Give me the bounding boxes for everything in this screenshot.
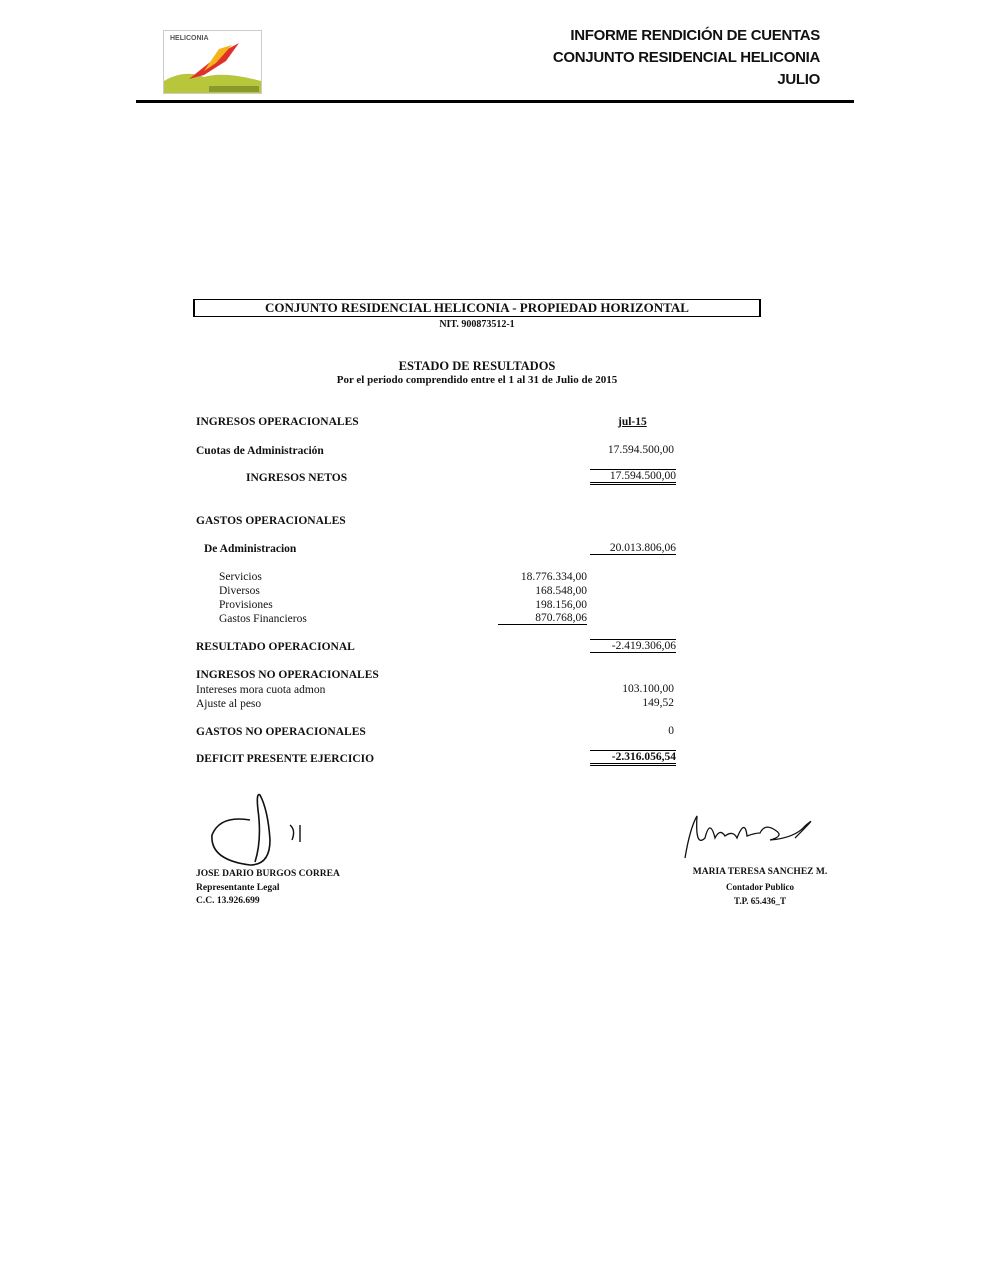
statement-title: ESTADO DE RESULTADOS <box>398 359 556 373</box>
row-value: 149,52 <box>642 697 674 709</box>
row-total: -2.419.306,06 <box>590 639 676 653</box>
heliconia-logo <box>163 30 262 94</box>
signer-id: C.C. 13.926.699 <box>196 896 260 906</box>
signer-id: T.P. 65.436_T <box>733 896 786 906</box>
section-gastos-operacionales: GASTOS OPERACIONALES <box>196 515 346 527</box>
row-value: 0 <box>668 725 674 737</box>
row-total: -2.316.056,54 <box>590 750 676 766</box>
section-ingresos-no-operacionales: INGRESOS NO OPERACIONALES <box>196 669 379 681</box>
signature-left <box>200 790 320 875</box>
detail-value: 168.548,00 <box>535 585 587 597</box>
signer-role: Contador Publico <box>725 882 795 892</box>
row-label: Intereses mora cuota admon <box>196 684 326 696</box>
row-label: GASTOS NO OPERACIONALES <box>196 726 366 738</box>
statement-period: Por el periodo comprendido entre el 1 al 31 de Julio de 2015 <box>336 374 618 386</box>
detail-value: 18.776.334,00 <box>520 571 587 583</box>
row-total: 17.594.500,00 <box>590 469 676 485</box>
row-label: DEFICIT PRESENTE EJERCICIO <box>196 753 375 765</box>
signer-role: Representante Legal <box>196 883 280 893</box>
row-value: 103.100,00 <box>622 683 674 695</box>
nit: NIT. 900873512-1 <box>439 319 515 330</box>
header-rule <box>136 100 854 103</box>
entity-title: CONJUNTO RESIDENCIAL HELICONIA - PROPIEDAD HORIZONTAL <box>193 299 761 317</box>
svg-text:HELICONIA: HELICONIA <box>170 35 209 42</box>
signature-right <box>675 808 835 863</box>
row-value: 17.594.500,00 <box>607 444 674 456</box>
row-label: RESULTADO OPERACIONAL <box>196 641 355 653</box>
row-value: 20.013.806,06 <box>590 542 676 555</box>
detail-label: Servicios <box>219 571 262 583</box>
detail-value: 870.768,06 <box>498 612 587 625</box>
signer-name: MARIA TERESA SANCHEZ M. <box>692 867 828 877</box>
row-label: INGRESOS NETOS <box>246 472 348 484</box>
section-ingresos-operacionales: INGRESOS OPERACIONALES <box>196 416 359 428</box>
header-title-line3: JULIO <box>777 71 820 88</box>
signer-name: JOSE DARIO BURGOS CORREA <box>196 869 340 879</box>
detail-label: Gastos Financieros <box>219 613 307 625</box>
detail-value: 198.156,00 <box>535 599 587 611</box>
row-label: De Administracion <box>204 543 297 555</box>
row-label: Cuotas de Administración <box>196 445 324 457</box>
detail-label: Diversos <box>219 585 260 597</box>
row-label: Ajuste al peso <box>196 698 262 710</box>
column-header: jul-15 <box>618 416 647 428</box>
header-title-line1: INFORME RENDICIÓN DE CUENTAS <box>570 27 820 44</box>
detail-label: Provisiones <box>219 599 273 611</box>
header-title-line2: CONJUNTO RESIDENCIAL HELICONIA <box>552 49 820 66</box>
